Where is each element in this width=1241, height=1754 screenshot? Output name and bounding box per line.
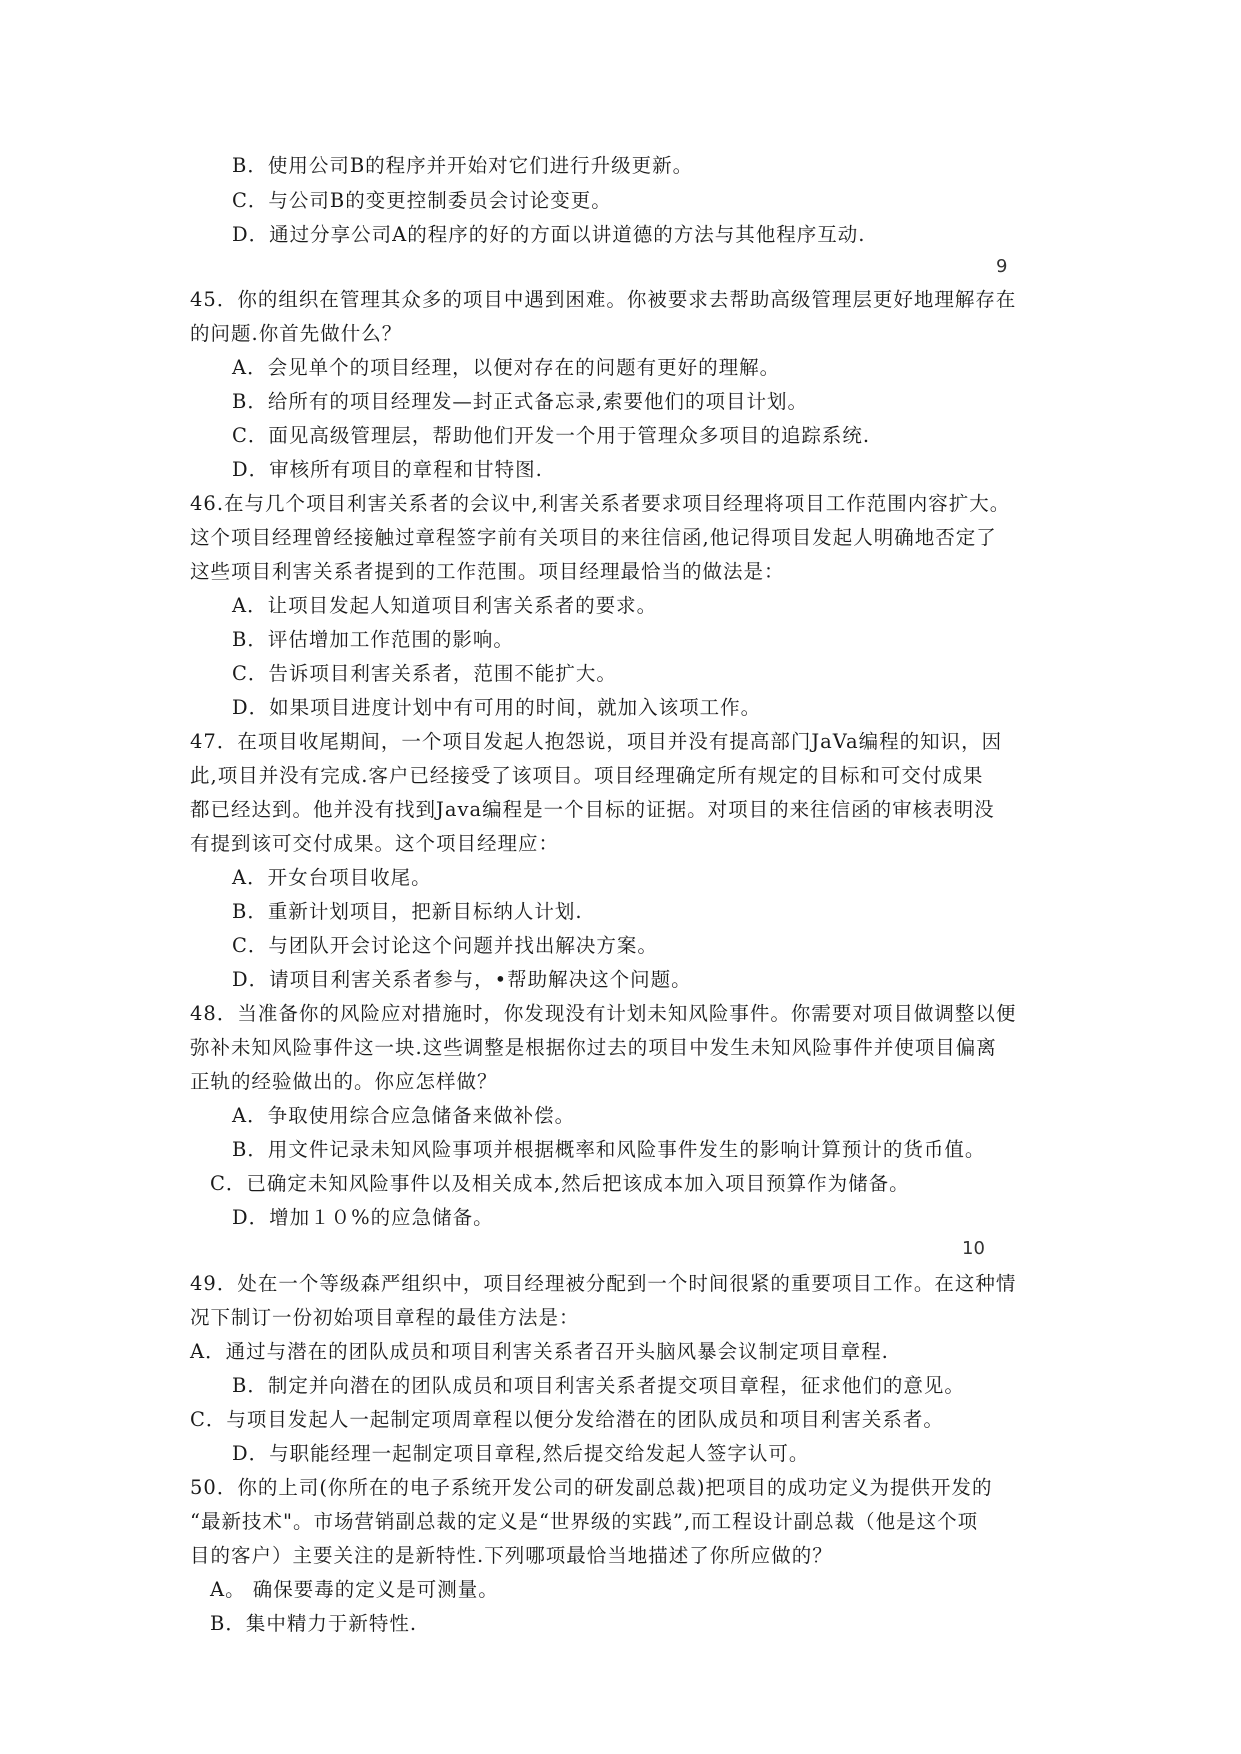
q50-text-line-3: 目的客户）主要关注的是新特性.下列哪项最恰当地描述了你所应做的？ [190, 1544, 833, 1567]
q46-option-a: A．让项目发起人知道项目利害关系者的要求。 [232, 594, 658, 617]
q46-option-c: C．告诉项目利害关系者，范围不能扩大。 [232, 662, 617, 685]
q47-option-d: D．请项目利害关系者参与，•帮助解决这个问题。 [232, 968, 692, 991]
q48-option-b: B．用文件记录未知风险事项并根据概率和风险事件发生的影响计算预计的货币值。 [232, 1138, 986, 1161]
q47-text-line-3: 都已经达到。他并没有找到Java编程是一个目标的证据。对项目的来往信函的审核表明没 [190, 798, 995, 821]
q48-option-a: A．争取使用综合应急储备来做补偿。 [232, 1104, 576, 1127]
q45-option-d: D．审核所有项目的章程和甘特图. [232, 458, 543, 481]
q47-option-a: A．开女台项目收尾。 [232, 866, 432, 889]
q48-text-line-1: 48．当准备你的风险应对措施时，你发现没有计划未知风险事件。你需要对项目做调整以便 [190, 1002, 1017, 1025]
q50-text-line-1: 50．你的上司(你所在的电子系统开发公司的研发副总裁)把项目的成功定义为提供开发的 [190, 1476, 993, 1499]
q47-text-line-2: 此,项目并没有完成.客户已经接受了该项目。项目经理确定所有规定的目标和可交付成果 [190, 764, 984, 787]
q45-option-b: B．给所有的项目经理发—封正式备忘录,索要他们的项目计划。 [232, 390, 809, 413]
q46-option-d: D．如果项目进度计划中有可用的时间，就加入该项工作。 [232, 696, 762, 719]
q50-option-a: A。 确保要毒的定义是可测量。 [210, 1578, 499, 1601]
q48-option-c: C．已确定未知风险事件以及相关成本,然后把该成本加入项目预算作为储备。 [210, 1172, 910, 1195]
q49-option-a: A．通过与潜在的团队成员和项目利害关系者召开头脑风暴会议制定项目章程. [190, 1340, 889, 1363]
q49-option-d: D．与职能经理一起制定项目章程,然后提交给发起人签字认可。 [232, 1442, 810, 1465]
q48-text-line-2: 弥补未知风险事件这一块.这些调整是根据你过去的项目中发生未知风险事件并使项目偏离 [190, 1036, 997, 1059]
q47-option-c: C．与团队开会讨论这个问题并找出解决方案。 [232, 934, 658, 957]
q48-text-line-3: 正轨的经验做出的。你应怎样做？ [190, 1070, 498, 1093]
q49-text-line-2: 况下制订一份初始项目章程的最佳方法是： [190, 1306, 580, 1329]
q46-text-line-1: 46.在与几个项目利害关系者的会议中,利害关系者要求项目经理将项目工作范围内容扩大。 [190, 492, 1011, 515]
page-number-10: 10 [962, 1238, 985, 1259]
q49-text-line-1: 49．处在一个等级森严组织中，项目经理被分配到一个时间很紧的重要项目工作。在这种情 [190, 1272, 1017, 1295]
q45-text-line-2: 的问题.你首先做什么？ [190, 322, 403, 345]
q49-option-c: C．与项目发起人一起制定项周章程以便分发给潜在的团队成员和项目利害关系者。 [190, 1408, 944, 1431]
q47-text-line-1: 47．在项目收尾期间，一个项目发起人抱怨说，项目并没有提高部门JaVa编程的知识，因 [190, 730, 1003, 753]
q45-option-c: C．面见高级管理层，帮助他们开发一个用于管理众多项目的追踪系统. [232, 424, 871, 447]
q44-option-d: D．通过分享公司A的程序的好的方面以讲道德的方法与其他程序互动. [232, 223, 866, 246]
q49-option-b: B．制定并向潜在的团队成员和项目利害关系者提交项目章程，征求他们的意见。 [232, 1374, 965, 1397]
page-number-9: 9 [996, 256, 1008, 277]
q46-option-b: B．评估增加工作范围的影响。 [232, 628, 514, 651]
q50-option-b: B．集中精力于新特性. [210, 1612, 418, 1635]
q45-text-line-1: 45．你的组织在管理其众多的项目中遇到困难。你被要求去帮助高级管理层更好地理解存在 [190, 288, 1017, 311]
q45-option-a: A．会见单个的项目经理，以便对存在的问题有更好的理解。 [232, 356, 781, 379]
q44-option-b: B．使用公司B的程序并开始对它们进行升级更新。 [232, 154, 694, 177]
q47-option-b: B．重新计划项目，把新目标纳人计划. [232, 900, 583, 923]
q44-option-c: C．与公司B的变更控制委员会讨论变更。 [232, 189, 612, 212]
q50-text-line-2: “最新技术"。市场营销副总裁的定义是“世界级的实践”,而工程设计副总裁（他是这个项 [190, 1510, 979, 1533]
q46-text-line-3: 这些项目利害关系者提到的工作范围。项目经理最恰当的做法是： [190, 560, 785, 583]
q47-text-line-4: 有提到该可交付成果。这个项目经理应： [190, 832, 560, 855]
q48-option-d: D．增加１０%的应急储备。 [232, 1206, 494, 1229]
q46-text-line-2: 这个项目经理曾经接触过章程签字前有关项目的来往信函,他记得项目发起人明确地否定了 [190, 526, 997, 549]
